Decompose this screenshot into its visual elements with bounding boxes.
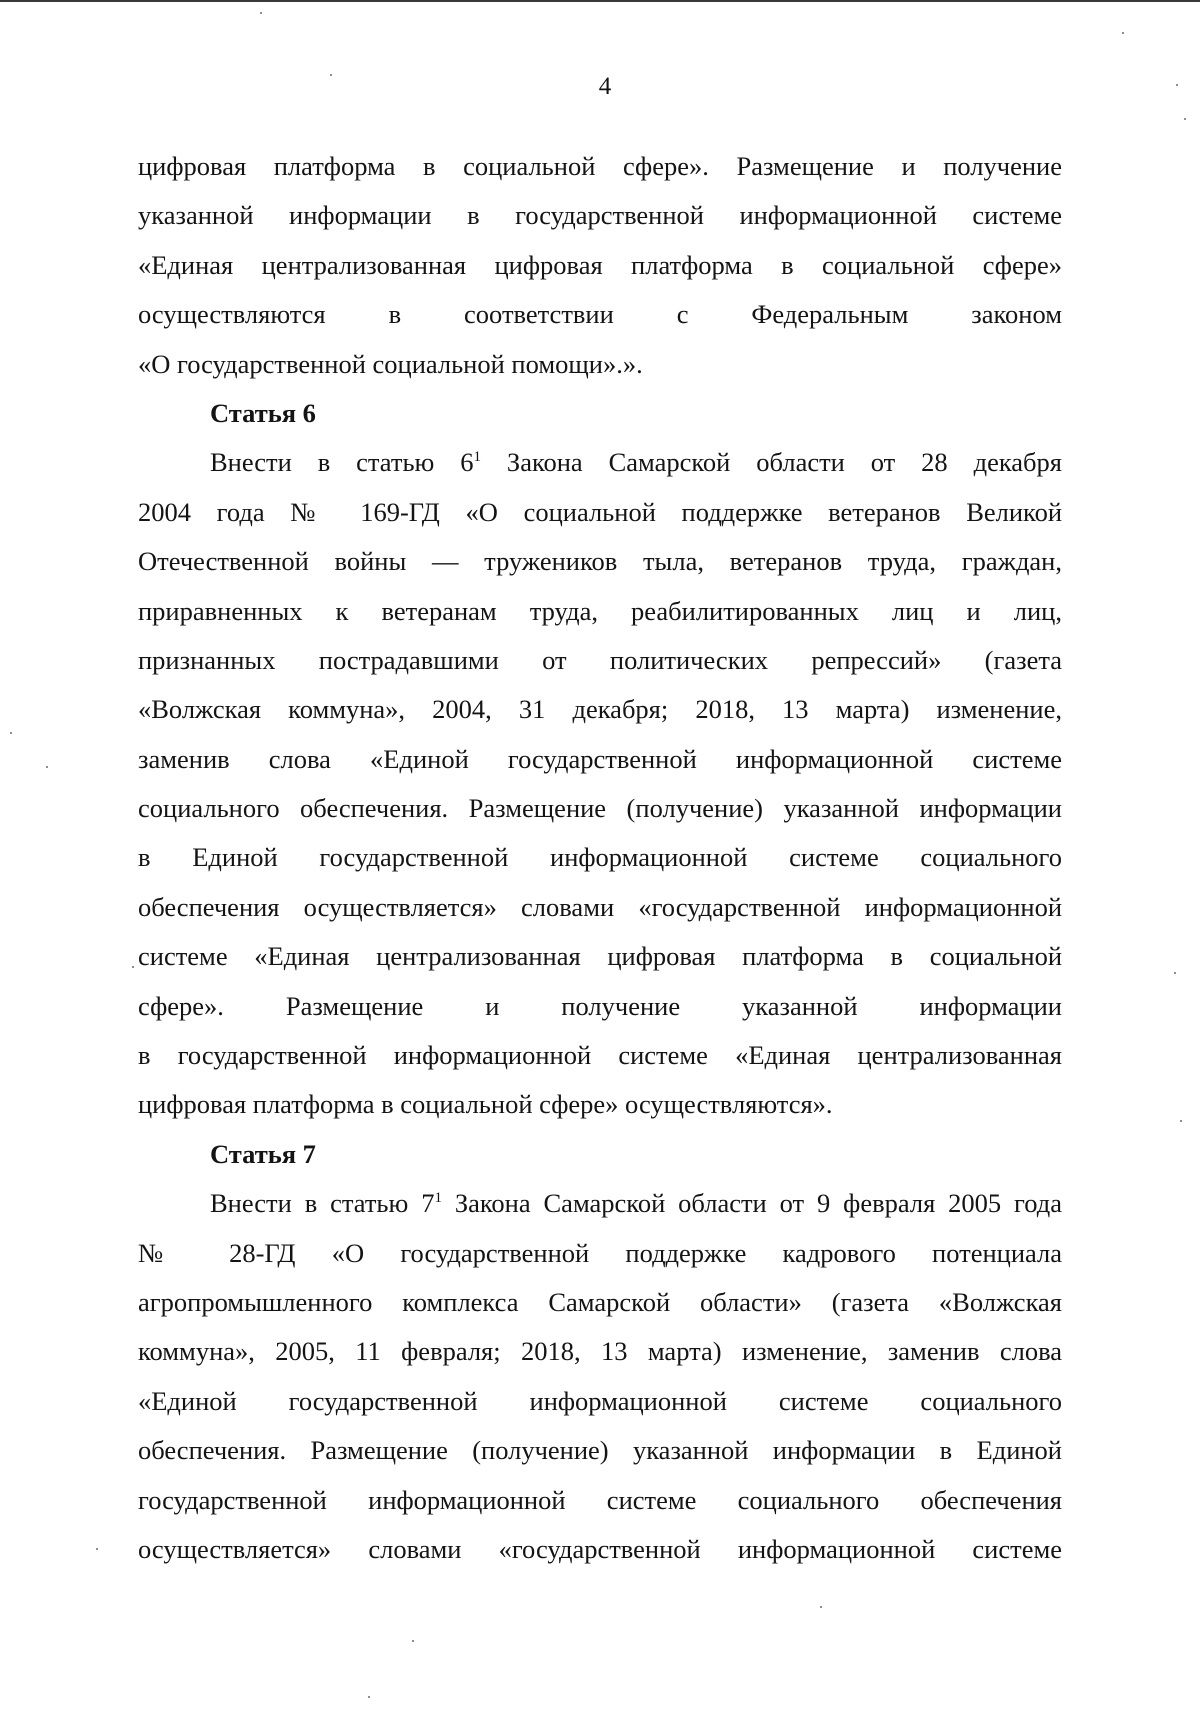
- scan-speck: [96, 1548, 98, 1550]
- scan-top-border: [0, 0, 1200, 2]
- text-line: 2004 года № 169-ГД «О социальной поддержке ветеранов Великой: [138, 496, 1062, 527]
- text-line: агропромышленного комплекса Самарской области» (газета «Волжская: [138, 1286, 1062, 1317]
- text-line: цифровая платформа в социальной сфере» осуществляются».: [138, 1089, 833, 1120]
- text-line: указанной информации в государственной информационной системе: [138, 200, 1062, 231]
- superscript: 1: [434, 1190, 442, 1207]
- text-fragment: Внести в статью 7: [210, 1188, 435, 1219]
- text-line: сфере». Размещение и получение указанной информации: [138, 990, 1062, 1021]
- scan-speck: [46, 766, 48, 768]
- scan-speck: [10, 732, 12, 734]
- text-line: социального обеспечения. Размещение (получение) указанной информации: [138, 793, 1062, 824]
- scan-speck: [368, 1696, 370, 1698]
- paragraph-first-line: [138, 438, 1062, 487]
- text-line: коммуна», 2005, 11 февраля; 2018, 13 марта) изменение, заменив слова: [138, 1336, 1062, 1367]
- scan-speck: [1180, 1120, 1182, 1122]
- text-line: государственной информационной системе социального обеспечения: [138, 1484, 1062, 1515]
- text-fragment: Внести в статью 6: [210, 447, 474, 478]
- scan-speck: [820, 1606, 822, 1608]
- text-line: «Единой государственной информационной системе социального: [138, 1385, 1062, 1416]
- text-line: обеспечения. Размещение (получение) указанной информации в Единой: [138, 1435, 1062, 1466]
- document-body: [138, 142, 1062, 1574]
- text-line: признанных пострадавшими от политических репрессий» (газета: [138, 644, 1062, 675]
- scan-speck: [330, 74, 332, 76]
- text-line: приравненных к ветеранам труда, реабилитированных лиц и лиц,: [138, 595, 1062, 626]
- superscript: 1: [473, 449, 482, 466]
- text-line: «О государственной социальной помощи».».: [138, 348, 643, 379]
- text-line: обеспечения осуществляется» словами «государственной информационной: [138, 891, 1062, 922]
- article-heading: Статья 6: [210, 397, 316, 428]
- text-line: осуществляется» словами «государственной информационной системе: [138, 1533, 1062, 1564]
- text-fragment: Закона Самарской области от 9 февраля 2005 года: [441, 1188, 1062, 1219]
- text-line: Отечественной войны — тружеников тыла, ветеранов труда, граждан,: [138, 546, 1062, 577]
- scan-speck: [260, 12, 262, 14]
- scan-speck: [132, 966, 134, 968]
- text-line: системе «Единая централизованная цифровая платформа в социальной: [138, 941, 1062, 972]
- text-line: «Волжская коммуна», 2004, 31 декабря; 2018, 13 марта) изменение,: [138, 694, 1062, 725]
- paragraph-first-line: [138, 1179, 1062, 1228]
- page-number: 4: [598, 73, 612, 100]
- text-line: «Единая централизованная цифровая платформа в социальной сфере»: [138, 249, 1062, 280]
- text-fragment: Закона Самарской области от 28 декабря: [481, 447, 1062, 478]
- scan-speck: [1122, 32, 1124, 34]
- scan-speck: [1184, 118, 1186, 120]
- scan-speck: [412, 1640, 414, 1642]
- text-line: в Единой государственной информационной системе социального: [138, 842, 1062, 873]
- text-line: № 28-ГД «О государственной поддержке кадрового потенциала: [138, 1237, 1062, 1268]
- article-heading: Статья 7: [210, 1138, 316, 1169]
- text-line: заменив слова «Единой государственной информационной системе: [138, 743, 1062, 774]
- text-line: цифровая платформа в социальной сфере». Размещение и получение: [138, 151, 1062, 181]
- scan-speck: [1174, 972, 1176, 974]
- scan-speck: [1176, 84, 1178, 86]
- text-line: в государственной информационной системе «Единая централизованная: [138, 1040, 1062, 1071]
- text-line: осуществляются в соответствии с Федеральным законом: [138, 299, 1062, 330]
